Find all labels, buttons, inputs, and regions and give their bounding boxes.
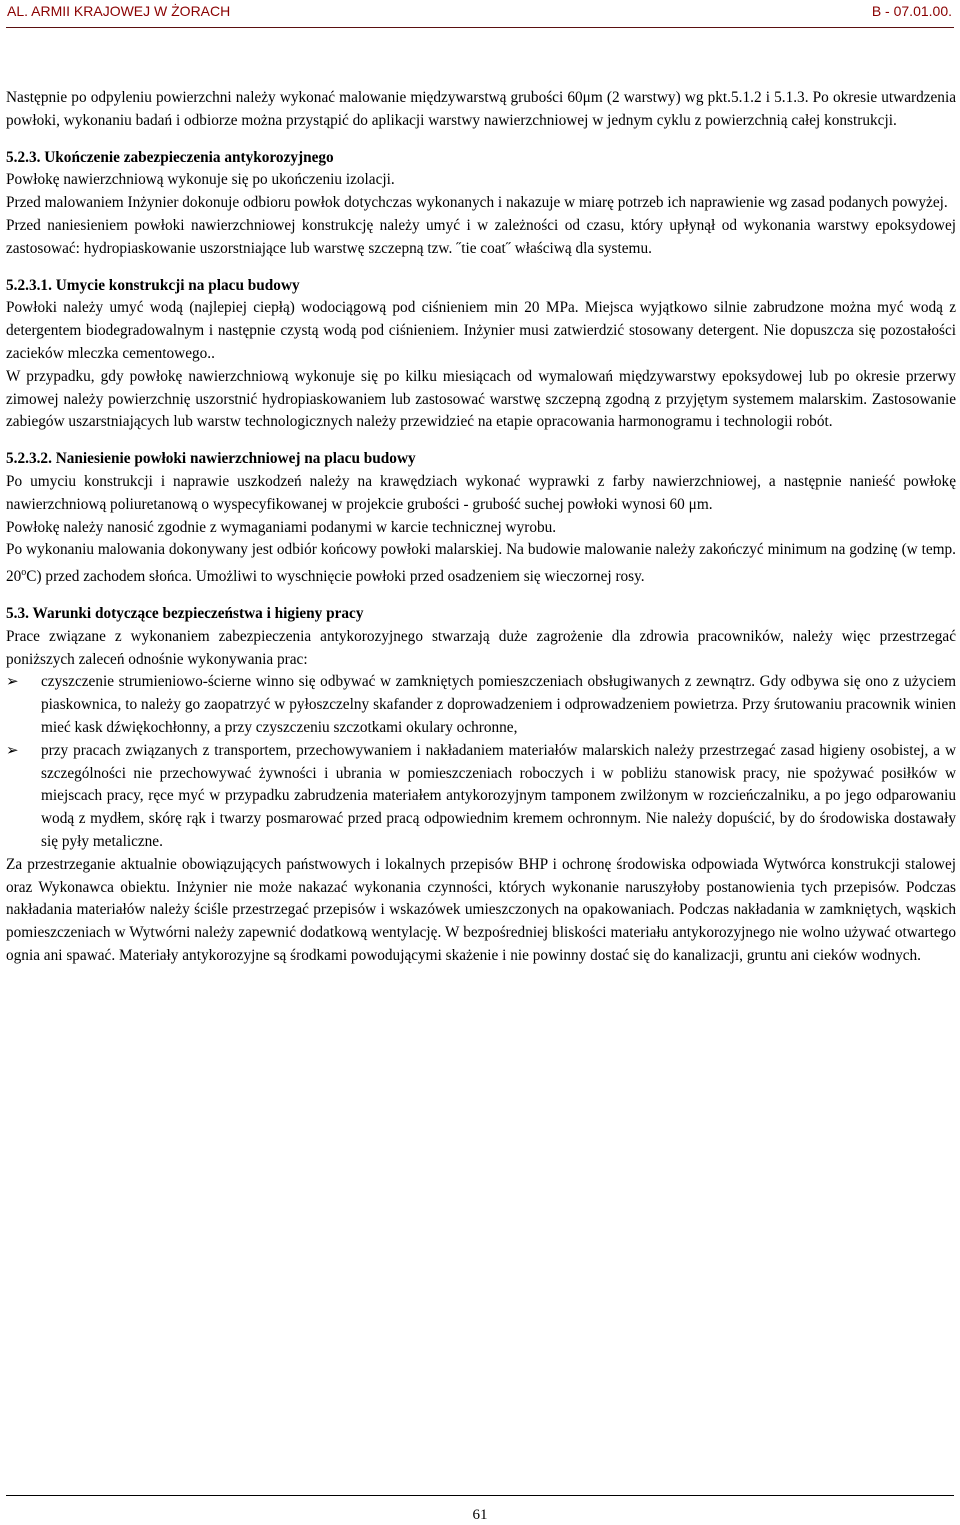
- paragraph: Powłokę należy nanosić zgodnie z wymaganiami podanymi w karcie technicznej wyrobu.: [6, 518, 557, 536]
- section-heading: 5.2.3.2. Naniesienie powłoki nawierzchniowej na placu budowy: [6, 450, 416, 468]
- section-heading: 5.2.3.1. Umycie konstrukcji na placu budowy: [6, 276, 300, 294]
- paragraph: Powłokę nawierzchniową wykonuje się po ukończeniu izolacji.: [6, 171, 395, 189]
- bullet-item: [6, 740, 956, 854]
- section-heading: 5.3. Warunki dotyczące bezpieczeństwa i higieny pracy: [6, 605, 364, 623]
- paragraph-part: C) przed zachodem słońca. Umożliwi to wyschnięcie powłoki przed osadzeniem się wieczornej rosy.: [26, 568, 645, 586]
- footer-rule: [6, 1495, 954, 1496]
- paragraph: Po umyciu konstrukcji i naprawie uszkodzeń należy na krawędziach wykonać wyprawki z farby nawierzchniowej, a następnie nanieść powłokę nawierzchniową poliuretanową o wyspecyfikowanej w projekcie grubości - grubość suchej powłoki wynosi 60 μm.: [6, 472, 956, 513]
- paragraph: W przypadku, gdy powłokę nawierzchniową wykonuje się po kilku miesiącach od wymalowań międzywarstwy epoksydowej lub po okresie przerwy zimowej należy powierzchnię uszorstnić hydropiaskowaniem lub zastosować warstwę szczepną zgodną z przyjętym systemem malarskim. Zastosowanie zabiegów uszarstniających lub warstw technologicznych należy przewidzieć na etapie opracowania harmonogramu i technologii robót.: [6, 367, 956, 431]
- paragraph: Przed naniesieniem powłoki nawierzchniowej konstrukcję należy umyć i w zależności od czasu, który upłynął od wykonania warstwy epoksydowej zastosować: hydropiaskowanie uszorstniające lub warstwę szczepną tzw. ˝tie coat˝ właściwą dla systemu.: [6, 216, 956, 257]
- page-number: 61: [472, 1507, 488, 1523]
- paragraph: Za przestrzeganie aktualnie obowiązujących państwowych i lokalnych przepisów BHP i ochronę środowiska odpowiada Wytwórca konstrukcji stalowej oraz Wykonawca obiektu. Inżynier nie może nakazać wykonania czynności, których wykonanie naruszyłoby postanowienia tych przepisów. Podczas nakładania materiałów należy ściśle przestrzegać przepisów i wskazówek umieszczonych na opakowaniach. Podczas nakładania w zamkniętych, wąskich pomieszczeniach w Wytwórni należy zapewnić dodatkową wentylację. W bezpośredniej bliskości materiału antykorozyjnego nie wolno używać otwartego ognia ani spawać. Materiały antykorozyjne są środkami powodującymi skażenie i nie powinny dostać się do kanalizacji, gruntu ani cieków wodnych.: [6, 855, 956, 964]
- bullet-text: czyszczenie strumieniowo-ścierne winno się odbywać w zamkniętych pomieszczeniach obsługiwanych z zewnątrz. Gdy odbywa się ono z użyciem piaskownica, to należy go zaopatrzyć w pyłoszczelny skafander z doprowadzeniem i odprowadzeniem powietrza. Przy śrutowaniu pracownik winien mieć kask dźwiękochłonny, a przy czyszczeniu szczotkami okulary ochronne,: [41, 673, 956, 737]
- page-header: [0, 0, 960, 38]
- arrow-bullet-icon: ➢: [6, 742, 19, 759]
- paragraph-part: Po wykonaniu malowania dokonywany jest odbiór końcowy powłoki malarskiej. Na budowie malowanie należy zakończyć minimum na godzinę (w temp. 20: [6, 541, 956, 586]
- degree-superscript: o: [21, 567, 27, 579]
- header-spec-code: B - 07.01.00.: [871, 3, 952, 19]
- bullet-text: przy pracach związanych z transportem, przechowywaniem i nakładaniem materiałów malarskich należy przestrzegać zasad higieny osobistej, a w szczególności nie przechowywać żywności i ubrania w pomieszczeniach roboczych i w pobliżu stanowisk pracy, nie spożywać posiłków w miejscach pracy, ręce myć w przypadku zabrudzenia materiałem antykorozyjnym tamponem zwilżonym w rozcieńczalniku, a po jego odparowaniu wodą z mydłem, skórę rąk i twarzy posmarować przed pracą odpowiednim kremem ochronnym. Nie należy dopuścić, by do środowiska dostawały się pyły metaliczne.: [41, 741, 956, 850]
- paragraph: Następnie po odpyleniu powierzchni należy wykonać malowanie międzywarstwą grubości 60μm (2 warstwy) wg pkt.5.1.2 i 5.1.3. Po okresie utwardzenia powłoki, wykonaniu badań i odbiorze można przystąpić do aplikacji warstwy nawierzchniowej w jednym cyklu z powierzchnią całej konstrukcji.: [6, 89, 956, 129]
- arrow-bullet-icon: ➢: [6, 674, 19, 691]
- header-rule: [6, 27, 954, 28]
- header-title: AL. ARMII KRAJOWEJ W ŻORACH: [7, 3, 231, 19]
- bullet-item: [6, 671, 956, 739]
- document-body: [6, 87, 956, 968]
- paragraph: Powłoki należy umyć wodą (najlepiej ciepłą) wodociągową pod ciśnieniem min 20 MPa. Miejsca wyjątkowo silnie zabrudzone można myć wodą z detergentem biodegradowalnym i następnie czystą wodą pod ciśnieniem. Inżynier musi zatwierdzić stosowany detergent. Nie dopuszcza się pozostałości zacieków mleczka cementowego..: [6, 299, 956, 362]
- paragraph: [6, 539, 956, 589]
- section-heading: 5.2.3. Ukończenie zabezpieczenia antykorozyjnego: [6, 148, 334, 166]
- paragraph: Prace związane z wykonaniem zabezpieczenia antykorozyjnego stwarzają duże zagrożenie dla zdrowia pracowników, należy więc przestrzegać poniższych zaleceń odnośnie wykonywania prac:: [6, 627, 956, 668]
- paragraph: Przed malowaniem Inżynier dokonuje odbioru powłok dotychczas wykonanych i nakazuje w miarę potrzeb ich naprawienie wg zasad podanych powyżej.: [6, 194, 948, 212]
